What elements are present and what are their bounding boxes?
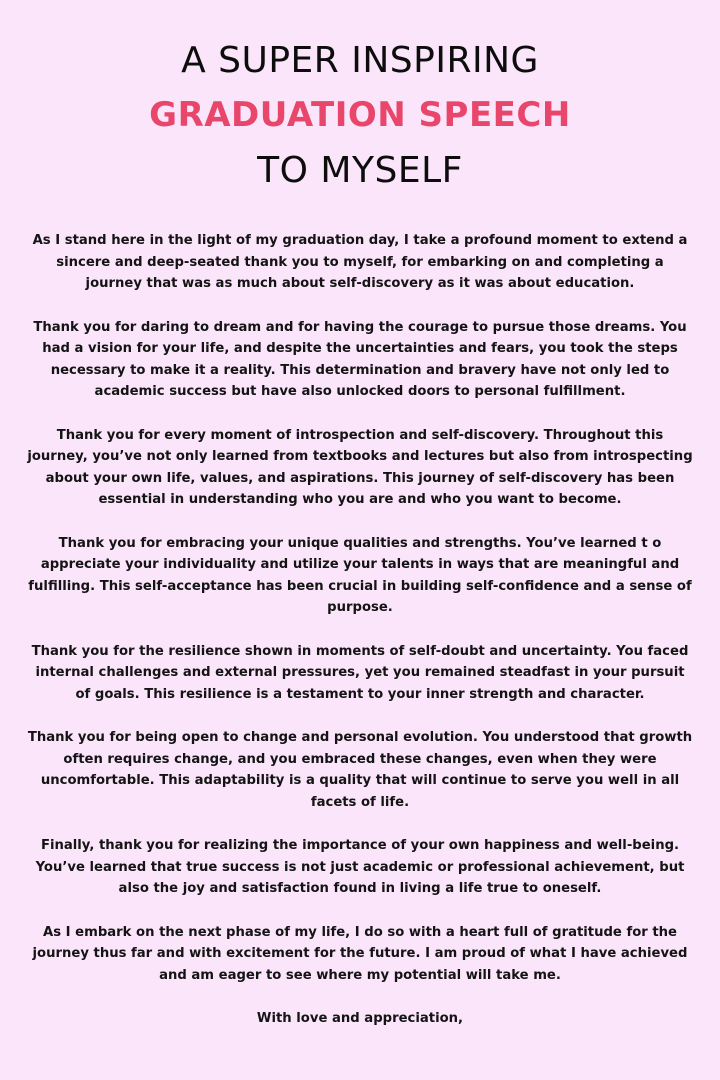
sign-off: With love and appreciation,: [256, 1011, 464, 1026]
page-title: [0, 34, 720, 198]
paragraph-dream: Thank you for daring to dream and for having the courage to pursue those dreams. You had a vision for your life, and despite the uncertainties and fears, you took the steps necessary to make it a reality. This determination and bravery have not only led to academic success but have also unlocked doors to personal fulfillment.: [33, 319, 687, 399]
paragraph-change: Thank you for being open to change and personal evolution. You understood that growth often requires change, and you embraced these changes, even when they were uncomfortable. This adaptability is a quality that will continue to serve you well in all facets of life.: [27, 730, 693, 810]
paragraph-resilience: Thank you for the resilience shown in moments of self-doubt and uncertainty. You faced internal challenges and external pressures, yet you remained steadfast in your pursuit of goals. This resilience is a testament to your inner strength and character.: [31, 643, 689, 702]
title-line-highlight: GRADUATION SPEECH: [149, 95, 571, 135]
paragraph-introspection: Thank you for every moment of introspection and self-discovery. Throughout this journey, you’ve not only learned from textbooks and lectures but also from introspecting about your own life, values, and aspirations. This journey of self-discovery has been essential in understanding who you are and who you want to become.: [27, 427, 693, 507]
speech-body: [0, 230, 720, 1030]
title-line-top: A SUPER INSPIRING: [181, 40, 539, 81]
paragraph-intro: As I stand here in the light of my graduation day, I take a profound moment to extend a sincere and deep-seated thank you to myself, for embarking on and completing a journey that was as much about self-discovery as it was about education.: [32, 233, 688, 291]
paragraph-happiness: Finally, thank you for realizing the importance of your own happiness and well-being. You’ve learned that true success is not just academic or professional achievement, but also the joy and satisfaction found in living a life true to oneself.: [35, 838, 685, 896]
paragraph-strengths: Thank you for embracing your unique qualities and strengths. You’ve learned t o appreciate your individuality and utilize your talents in ways that are meaningful and fulfilling. This self-acceptance has been crucial in building self-confidence and a sense of purpose.: [28, 535, 692, 615]
title-line-bottom: TO MYSELF: [257, 150, 463, 191]
paragraph-next-phase: As I embark on the next phase of my life, I do so with a heart full of gratitude for the journey thus far and with excitement for the future. I am proud of what I have achieved and am eager to see where my potential will take me.: [32, 924, 688, 983]
